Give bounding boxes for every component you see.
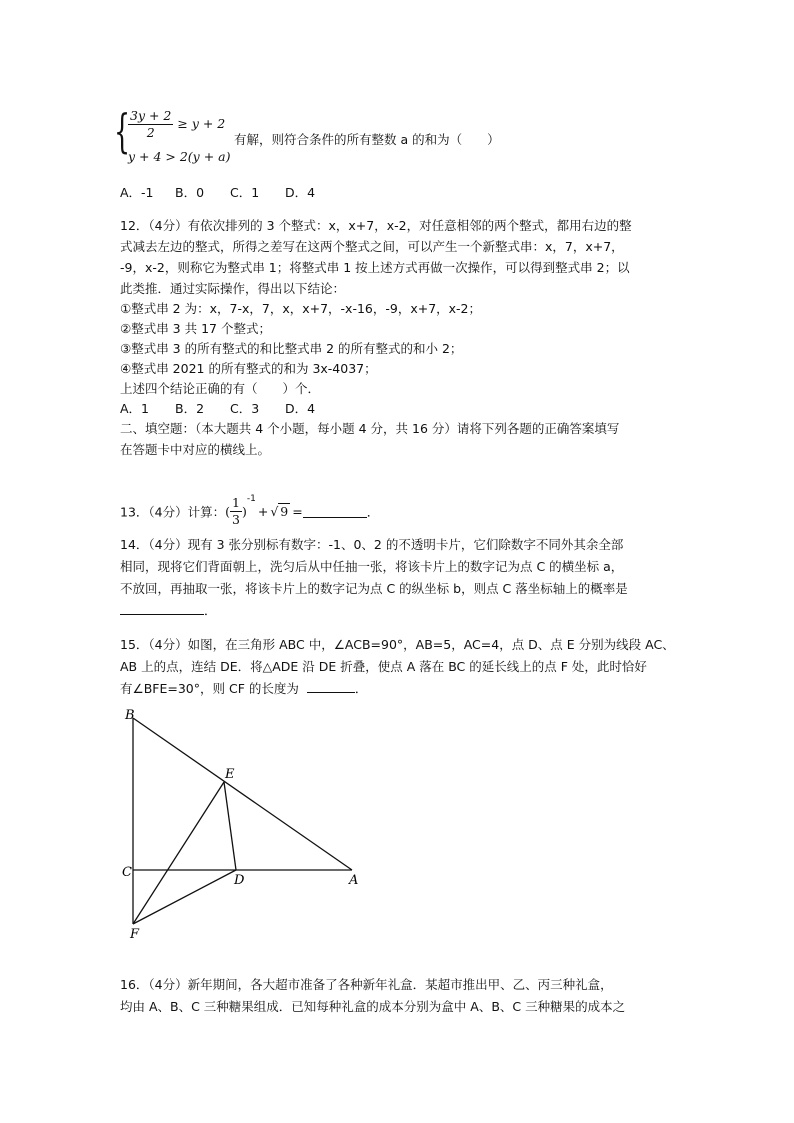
fraction-numerator: 1 bbox=[232, 495, 240, 510]
q15-text bbox=[120, 634, 675, 700]
q16-text bbox=[120, 974, 625, 1018]
q15-answer-blank bbox=[307, 680, 355, 693]
period: ． bbox=[354, 681, 368, 696]
segment-ef bbox=[133, 782, 224, 924]
q15-stem-end: 有∠BFE=30°，则 CF 的长度为 bbox=[120, 681, 299, 696]
q15-line bbox=[120, 678, 675, 700]
period: ． bbox=[204, 603, 217, 618]
q14-line: 不放回，再抽取一张，将该卡片上的数字记为点 C 的纵坐标 b，则点 C 落坐标轴上的概率是 bbox=[120, 581, 628, 596]
label-e: E bbox=[225, 767, 235, 782]
q12-conclusion-4: ④整式串 2021 的所有整式的和为 3x-4037； bbox=[120, 361, 377, 376]
q14-answer-blank bbox=[120, 602, 204, 615]
inequality-1-rhs: ≥ y + 2 bbox=[177, 116, 226, 131]
q12-conclusion-2: ②整式串 3 共 17 个整式； bbox=[120, 321, 271, 336]
q13-fraction bbox=[230, 495, 242, 528]
q12-line: 式减去左边的整式，所得之差写在这两个整式之间，可以产生一个新整式串：x，7，x+7， bbox=[120, 239, 624, 254]
option-d: D．4 bbox=[285, 401, 316, 416]
q13-plus: + bbox=[257, 504, 269, 519]
segment-df bbox=[133, 870, 236, 924]
q14-line: 相同，现将它们背面朝上，洗匀后从中任抽一张，将该卡片上的数字记为点 C 的横坐标 a， bbox=[120, 559, 624, 574]
section-heading-cont: 在答题卡中对应的横线上。 bbox=[120, 442, 271, 457]
q12-text bbox=[120, 216, 632, 460]
option-a: A．1 bbox=[120, 401, 150, 416]
q12-conclusion-1: ①整式串 2 为：x，7-x，7，x，x+7，-x-16，-9，x+7，x-2； bbox=[120, 301, 482, 316]
q13: 13．（4分）计算：( $\frac{1}{3}$ )$^{-1}$+ √ 9 = ． bbox=[120, 494, 380, 527]
q13-prefix: 13．（4分）计算： bbox=[120, 504, 226, 520]
fraction-denominator: 2 bbox=[146, 125, 155, 140]
option-b: B．0 bbox=[175, 185, 205, 200]
q16-line: 均由 A、B、C 三种糖果组成．已知每种礼盒的成本分别为盒中 A、B、C 三种糖果的成本之 bbox=[120, 999, 626, 1014]
option-c: C．1 bbox=[230, 185, 260, 200]
q12-question: 上述四个结论正确的有（ ）个． bbox=[120, 381, 321, 396]
option-a: A．-1 bbox=[120, 185, 154, 200]
q12-options bbox=[120, 399, 632, 419]
q13-radicand: 9 bbox=[280, 504, 289, 519]
option-c: C．3 bbox=[230, 401, 260, 416]
q14-answer-row bbox=[120, 600, 628, 622]
label-f: F bbox=[130, 927, 140, 942]
q12-line: 12．（4分）有依次排列的 3 个整式：x，x+7，x-2，对任意相邻的两个整式，都用右边的整 bbox=[120, 218, 632, 233]
inequality-1 bbox=[128, 108, 225, 141]
q11-options bbox=[120, 183, 315, 201]
q14-line: 14．（4分）现有 3 张分别标有数字：-1、0、2 的不透明卡片，它们除数字不同外其余全部 bbox=[120, 537, 624, 552]
q14-text bbox=[120, 534, 628, 622]
inequality-2: y + 4 > 2(y + a) bbox=[128, 149, 231, 164]
label-c: C bbox=[122, 865, 132, 880]
fraction-numerator: 3y + 2 bbox=[130, 108, 172, 123]
segment-ed bbox=[224, 782, 236, 870]
q13-exponent: -1 bbox=[246, 494, 256, 504]
q15-figure bbox=[112, 704, 372, 944]
label-a: A bbox=[349, 873, 359, 888]
q13-eq: = bbox=[292, 504, 303, 519]
q15-line: AB 上的点，连结 DE．将△ADE 沿 DE 折叠，使点 A 落在 BC 的延长线上的点 F 处，此时恰好 bbox=[120, 659, 647, 674]
q12-line: 此类推．通过实际操作，得出以下结论： bbox=[120, 281, 346, 296]
option-b: B．2 bbox=[175, 401, 205, 416]
q16-line: 16．（4分）新年期间，各大超市准备了各种新年礼盒．某超市推出甲、乙、丙三种礼盒， bbox=[120, 977, 613, 992]
segment-ba bbox=[133, 718, 352, 870]
q11-stem: 有解，则符合条件的所有整数 a 的和为（ ） bbox=[234, 132, 500, 147]
q12-line: -9，x-2，则称它为整式串 1；将整式串 1 按上述方式再做一次操作，可以得到整式串 2；以 bbox=[120, 260, 630, 275]
q12-conclusion-3: ③整式串 3 的所有整式的和比整式串 2 的所有整式的和小 2； bbox=[120, 341, 463, 356]
option-d: D．4 bbox=[285, 185, 316, 200]
label-d: D bbox=[234, 873, 245, 888]
fraction-denominator: 3 bbox=[232, 512, 240, 527]
label-b: B bbox=[125, 708, 135, 723]
fraction bbox=[128, 108, 173, 141]
section-heading: 二、填空题：（本大题共 4 个小题，每小题 4 分，共 16 分）请将下列各题的正确答案填写 bbox=[120, 421, 620, 436]
q15-line: 15．（4分）如图，在三角形 ABC 中，∠ACB=90°，AB=5，AC=4，点 D、点 E 分别为线段 AC、 bbox=[120, 637, 675, 652]
sqrt-icon: √ bbox=[270, 504, 279, 519]
period: ． bbox=[366, 504, 380, 520]
system-brace: { bbox=[114, 104, 131, 158]
q13-answer-blank bbox=[303, 505, 367, 518]
